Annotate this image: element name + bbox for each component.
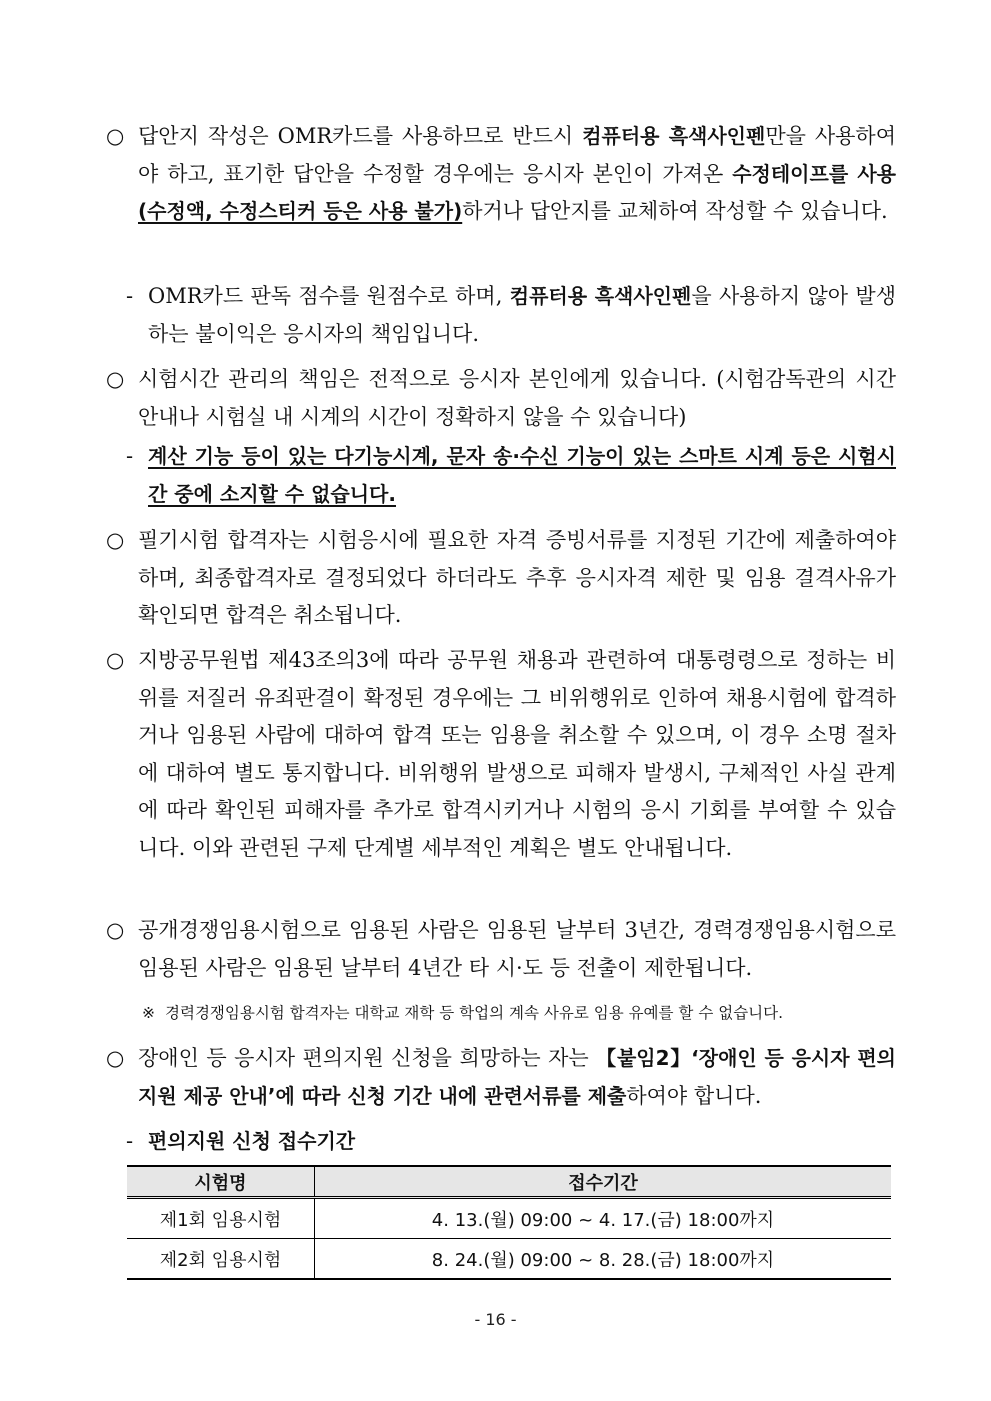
table-row [127,1239,891,1280]
paragraph-text: 장애인 등 응시자 편의지원 신청을 희망하는 자는 【붙임2】‘장애인 등 응시자 편의지원 제공 안내’에 따라 신청 기간 내에 관련서류를 제출하여야 합니다. [138,1046,896,1108]
table-header-row [127,1166,891,1198]
omr-scoring-note [126,278,896,353]
deferral-note [142,998,902,1028]
written-exam-pass-paragraph [106,522,896,635]
bullet-circle: ○ [106,1046,125,1070]
note-text: 경력경쟁임용시험 합격자는 대학교 재학 등 학업의 계속 사유로 임용 유예를 할 수 없습니다. [165,1004,784,1022]
application-period-table [127,1165,891,1280]
column-header-exam: 시험명 [127,1166,315,1198]
exam-time-paragraph [106,361,896,436]
table-cell-period: 8. 24.(월) 09:00 ~ 8. 28.(금) 18:00까지 [315,1239,892,1280]
paragraph-text: 지방공무원법 제43조의3에 따라 공무원 채용과 관련하여 대통령령으로 정하는 비위를 저질러 유죄판결이 확정된 경우에는 그 비위행위로 인하여 채용시험에 합격하거나 임용된 사람에 대하여 합격 또는 임용을 취소할 수 있으며, 이 경우 소명 절차에 대하여 별도 통지합니다. 비위행위 발생으로 피해자 발생시, 구체적인 사실 관계에 따라 확인된 피해자를 추가로 합격시키거나 시험의 응시 기회를 부여할 수 있습니다. 이와 관련된 구제 단계별 세부적인 계획은 별도 안내됩니다. [138,648,896,860]
bullet-dash: - [126,1129,134,1153]
paragraph-text: 계산 기능 등이 있는 다기능시계, 문자 송·수신 기능이 있는 스마트 시계 등은 시험시간 중에 소지할 수 없습니다. [148,444,896,506]
paragraph-text: 필기시험 합격자는 시험응시에 필요한 자격 증빙서류를 지정된 기간에 제출하여야 하며, 최종합격자로 결정되었다 하더라도 추후 응시자격 제한 및 임용 결격사유가 확인되면 합격은 취소됩니다. [138,528,896,627]
smartwatch-prohibition-note [126,438,896,513]
accommodation-paragraph [106,1040,896,1115]
bullet-circle: ○ [106,648,125,672]
application-period-heading [126,1123,896,1161]
table-row [127,1198,891,1239]
paragraph-text: 시험시간 관리의 책임은 전적으로 응시자 본인에게 있습니다. (시험감독관의 시간 안내나 시험실 내 시계의 시간이 정확하지 않을 수 있습니다) [138,367,896,429]
bullet-circle: ○ [106,528,125,552]
table-cell-exam: 제1회 임용시험 [127,1198,315,1239]
bullet-circle: ○ [106,918,125,942]
table-cell-period: 4. 13.(월) 09:00 ~ 4. 17.(금) 18:00까지 [315,1198,892,1239]
transfer-restriction-paragraph [106,912,896,987]
bullet-dash: - [126,444,134,468]
column-header-period: 접수기간 [315,1166,892,1198]
bullet-circle: ○ [106,124,125,148]
bullet-circle: ○ [106,367,125,391]
bullet-dash: - [126,284,134,308]
table-cell-exam: 제2회 임용시험 [127,1239,315,1280]
paragraph-text: OMR카드 판독 점수를 원점수로 하며, 컴퓨터용 흑색사인펜을 사용하지 않아 발생하는 불이익은 응시자의 책임입니다. [148,284,896,346]
paragraph-text: 답안지 작성은 OMR카드를 사용하므로 반드시 컴퓨터용 흑색사인펜만을 사용하여야 하고, 표기한 답안을 수정할 경우에는 응시자 본인이 가져온 수정테이프를 사용(수정액, 수정스티커 등은 사용 불가)하거나 답안지를 교체하여 작성할 수 있습니다. [138,124,896,223]
paragraph-text: 공개경쟁임용시험으로 임용된 사람은 임용된 날부터 3년간, 경력경쟁임용시험으로 임용된 사람은 임용된 날부터 4년간 타 시·도 등 전출이 제한됩니다. [138,918,896,980]
answer-sheet-paragraph [106,118,896,231]
heading-text: 편의지원 신청 접수기간 [148,1129,356,1153]
misconduct-paragraph [106,642,896,867]
note-mark: ※ [142,1004,155,1022]
page-number: - 16 - [474,1310,517,1329]
